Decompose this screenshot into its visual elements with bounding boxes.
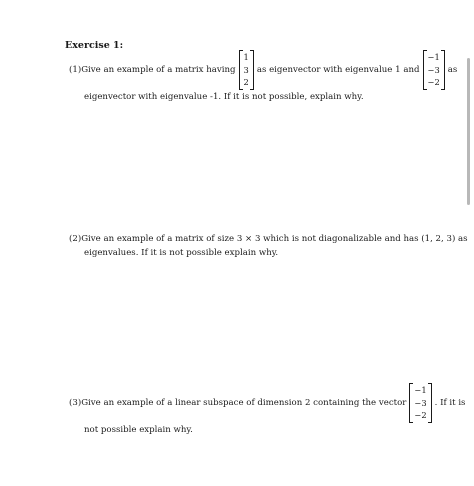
question-3-text-a: Give an example of a linear subspace of dimension 2 containing the vector [81, 397, 407, 408]
question-1-number: (1) [69, 64, 82, 75]
question-2-text: Give an example of a matrix of size 3 × 3 which is not diagonalizable and has (1, 2, 3) as [81, 234, 468, 244]
vector-entry: −2 [427, 77, 440, 87]
vector-entry: −2 [414, 410, 427, 420]
vector-entry: 3 [243, 64, 249, 75]
question-3 [69, 383, 466, 437]
question-3-vector [409, 383, 431, 423]
vertical-scrollbar[interactable] [467, 58, 470, 205]
question-3-number: (3) [69, 397, 82, 408]
question-3-line-1 [69, 383, 466, 423]
vector-entries [427, 50, 441, 90]
vector-entry: 2 [243, 77, 249, 87]
vector-entry: −3 [427, 64, 440, 75]
question-1-line-1 [69, 50, 458, 90]
question-1-text-a: Give an example of a matrix having [81, 64, 236, 75]
vector-entry: −3 [414, 397, 427, 408]
question-2-line-1 [69, 232, 468, 246]
vector-entry: −1 [427, 52, 440, 62]
vector-entry: −1 [414, 385, 427, 395]
right-bracket [250, 50, 254, 90]
question-3-text-b: . If it is [434, 397, 466, 408]
question-1-vector-a [239, 50, 254, 90]
vector-entry: 1 [243, 52, 249, 62]
question-2-number: (2) [69, 234, 82, 244]
vector-entries [243, 50, 250, 90]
exercise-heading: Exercise 1: [65, 40, 124, 51]
question-2-line-2: eigenvalues. If it is not possible explain why. [84, 248, 279, 258]
question-3-line-2: not possible explain why. [84, 424, 193, 435]
question-1-line-2: eigenvector with eigenvalue -1. If it is not possible, explain why. [84, 91, 364, 102]
question-1-vector-b [423, 50, 445, 90]
question-1-text-c: as [447, 64, 458, 75]
question-1-text-b: as eigenvector with eigenvalue 1 and [256, 64, 420, 75]
right-bracket [428, 383, 432, 423]
question-1 [69, 50, 458, 104]
right-bracket [441, 50, 445, 90]
question-2 [69, 232, 468, 260]
vector-entries [413, 383, 427, 423]
